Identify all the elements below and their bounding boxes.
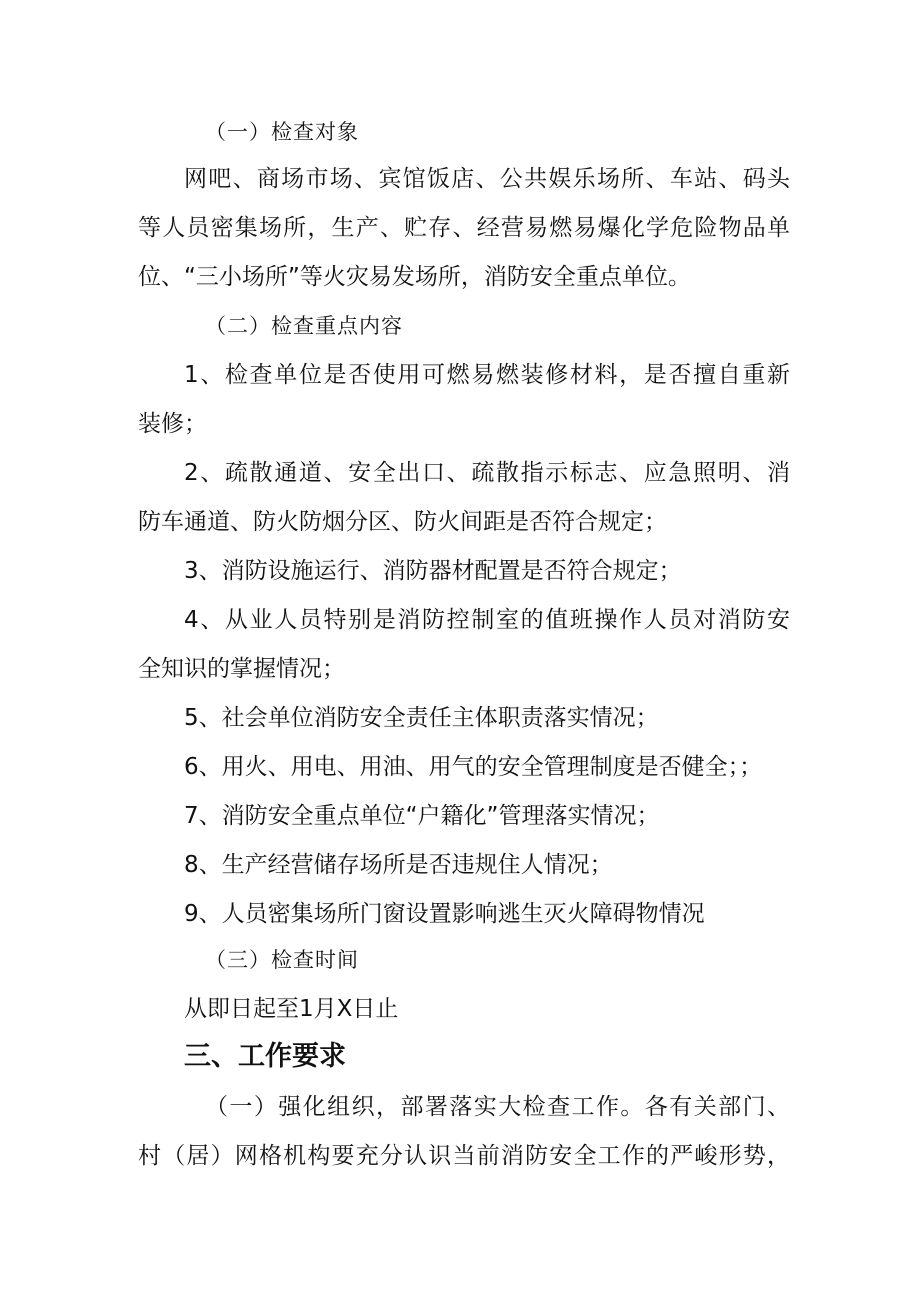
list-item: 7、消防安全重点单位“户籍化”管理落实情况； xyxy=(184,803,660,829)
list-item: 5、社会单位消防安全责任主体职责落实情况； xyxy=(184,705,659,731)
paragraph-line: 村（居）网格机构要充分认识当前消防安全工作的严峻形势， xyxy=(138,1143,790,1169)
paragraph-line: 位、“三小场所”等火灾易发场所，消防安全重点单位。 xyxy=(138,264,691,290)
subheading-inspection-targets: （一）检查对象 xyxy=(205,120,359,144)
list-item: 3、消防设施运行、消防器材配置是否符合规定； xyxy=(184,558,682,584)
paragraph-line: （一）强化组织，部署落实大检查工作。各有关部门、 xyxy=(205,1094,790,1120)
list-item: 2、疏散通道、安全出口、疏散指示标志、应急照明、消 xyxy=(184,460,790,486)
subheading-key-content: （二）检查重点内容 xyxy=(205,314,403,338)
paragraph-line: 网吧、商场市场、宾馆饭店、公共娱乐场所、车站、码头 xyxy=(184,166,790,192)
list-item-continuation: 防车通道、防火防烟分区、防火间距是否符合规定； xyxy=(138,509,667,535)
list-item: 9、人员密集场所门窗设置影响逃生灭火障碍物情况 xyxy=(184,901,705,927)
list-item: 1、检查单位是否使用可燃易燃装修材料，是否擅自重新 xyxy=(184,362,790,388)
section-heading-work-requirements: 三、工作要求 xyxy=(184,1041,346,1072)
list-item-continuation: 装修； xyxy=(138,411,207,437)
list-item: 6、用火、用电、用油、用气的安全管理制度是否健全；； xyxy=(184,754,763,780)
list-item-continuation: 全知识的掌握情况； xyxy=(138,656,345,682)
paragraph-line: 等人员密集场所，生产、贮存、经营易燃易爆化学危险物品单 xyxy=(138,215,790,241)
time-range-text: 从即日起至1月X日止 xyxy=(184,996,399,1022)
subheading-inspection-time: （三）检查时间 xyxy=(205,948,359,972)
list-item: 4、从业人员特别是消防控制室的值班操作人员对消防安 xyxy=(184,607,790,633)
list-item: 8、生产经营储存场所是否违规住人情况； xyxy=(184,852,613,878)
